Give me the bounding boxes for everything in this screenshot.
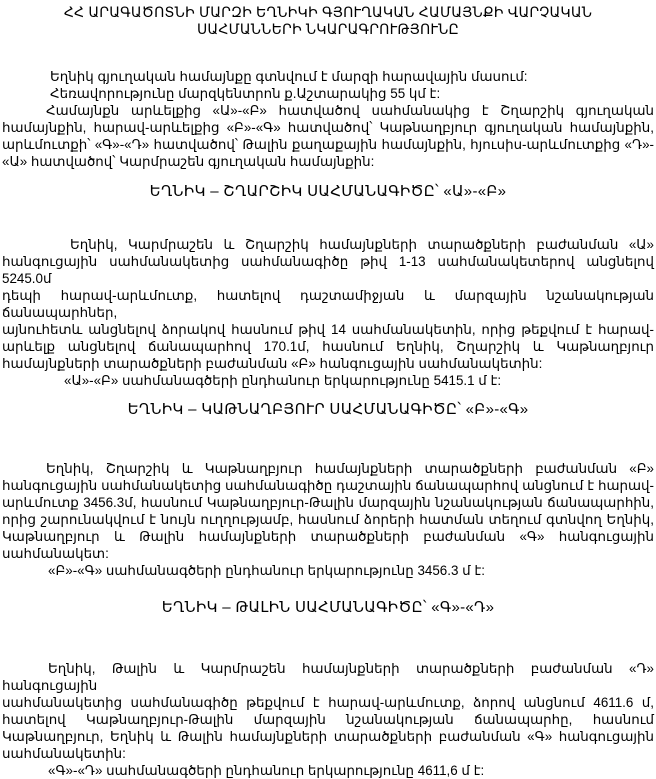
intro-line: Համայնքն արևելքից «Ա»-«Բ» հատվածով սահմանակից է Շղարշիկ գյուղական	[46, 103, 654, 118]
section-line: Կաթնաղբյուր, Եղնիկ և Թալին համայնքների տարածքների բաժանման «Գ» հանգուցային	[2, 729, 654, 744]
section-line: Կաթնաղբյուր և Թալին համայնքների տարածքների բաժանման «Գ» հանգուցային	[2, 529, 654, 544]
section-line: դեպի հարավ-արևմուտք, հատելով դաշտամիջյան և մարզային նշանակության ճանապարհներ,	[2, 288, 654, 320]
section-line: հանգուցային սահմանակետից սահմանագիծը թիվ 1-13 սահմանակետերով անցնելով 5245.0մ	[2, 254, 654, 286]
document-title	[0, 4, 656, 38]
intro-line: «Ա» հատվածով՝ Կարմրաշեն գյուղական համայնքին:	[2, 154, 375, 169]
section-a-b-paragraph	[2, 236, 654, 389]
intro-line: համայնքին, հարավ-արևելքից «Բ»-«Գ» հատվածով՝ Կաթնաղբյուր գյուղական համայնքին,	[2, 120, 654, 135]
section-line: արևելք անցնելով ճանապարհով 170.1մ, հասնում Եղնիկ, Շղարշիկ և Կաթնաղբյուր	[2, 339, 654, 354]
section-line: համայնքների տարածքների բաժանման «Բ» հանգուցային սահմանակետին:	[2, 356, 543, 371]
section-g-d-paragraph	[2, 660, 654, 779]
section-line: Եղնիկ, Շղարշիկ և Կաթնաղբյուր համայնքների տարածքների բաժանման «Բ»	[46, 461, 654, 476]
section-line: սահմանակետին:	[2, 746, 126, 761]
section-line: որից շարունակվում է նույն ուղղությամբ, հասնում ձորերի հատման տեղում գտնվող Եղնիկ,	[2, 512, 654, 527]
section-heading-b-g: ԵՂՆԻԿ – ԿԱԹՆԱՂԲՅՈՒՐ ՍԱՀՄԱՆԱԳԻԾԸ՝ «Բ»-«Գ»	[127, 401, 529, 418]
intro-line: Եղնիկ գյուղական համայնքը գտնվում է մարզի հարավային մասում:	[50, 69, 528, 84]
section-line: այնուհետև անցնելով ձորակով հասնում թիվ 14 սահմանակետին, որից թեքվում է հարավ-	[2, 322, 654, 337]
section-line: սահմանակետից սահմանագիծը թեքվում է հարավ-արևմուտք, ձորով անցնում 4611.6 մ,	[2, 695, 654, 710]
section-line: հատելով Կաթնաղբյուր-Թալին մարզային նշանակության ճանապարհը, հասնում	[2, 712, 654, 727]
section-line: Եղնիկ, Թալին և Կարմրաշեն համայնքների տարածքների բաժանման «Դ» հանգուցային	[2, 661, 654, 693]
intro-line: Հեռավորությունը մարզկենտրոն ք.Աշտարակից 55 կմ է:	[50, 86, 441, 101]
section-total-a-b: «Ա»-«Բ» սահմանագծերի ընդհանուր երկարությունը 5415.1 մ է:	[64, 373, 502, 388]
title-line-1: ՀՀ ԱՐԱԳԱԾՈՏՆԻ ՄԱՐԶԻ ԵՂՆԻԿԻ ԳՅՈՒՂԱԿԱՆ ՀԱՄԱՅՆՔԻ ՎԱՐՉԱԿԱՆ	[63, 4, 593, 20]
section-total-g-d: «Գ»-«Դ» սահմանագծերի ընդհանուր երկարությունը 4611,6 մ է:	[48, 763, 485, 778]
section-b-g-paragraph	[2, 460, 654, 579]
section-line: սահմանակետ:	[2, 546, 109, 561]
section-heading-a-b: ԵՂՆԻԿ – ՇՂԱՐՇԻԿ ՍԱՀՄԱՆԱԳԻԾԸ՝ «Ա»-«Բ»	[149, 183, 507, 200]
intro-line: արևմուտքի՝ «Գ»-«Դ» հատվածով՝ Թալին քաղաքային համայնքին, հյուսիս-արևմուտքից «Դ»-	[2, 137, 654, 152]
section-line: հանգուցային սահմանակետից սահմանագիծը դաշտային ճանապարհով անցնում է հարավ-	[2, 478, 654, 493]
section-line: Եղնիկ, Կարմրաշեն և Շղարշիկ համայնքների տարածքների բաժանման «Ա»	[70, 237, 654, 252]
title-line-2: ՍԱՀՄԱՆՆԵՐԻ ՆԿԱՐԱԳՐՈՒԹՅՈՒՆԸ	[196, 21, 460, 37]
section-heading-g-d: ԵՂՆԻԿ – ԹԱԼԻՆ ՍԱՀՄԱՆԱԳԻԾԸ՝ «Գ»-«Դ»	[161, 599, 495, 616]
section-total-b-g: «Բ»-«Գ» սահմանագծերի ընդհանուր երկարությունը 3456.3 մ է:	[48, 563, 485, 578]
intro-paragraph	[2, 68, 654, 170]
section-line: արևմուտք 3456.3մ, հասնում Կաթնաղբյուր-Թալին մարզային նշանակության ճանապարհին,	[2, 495, 654, 510]
